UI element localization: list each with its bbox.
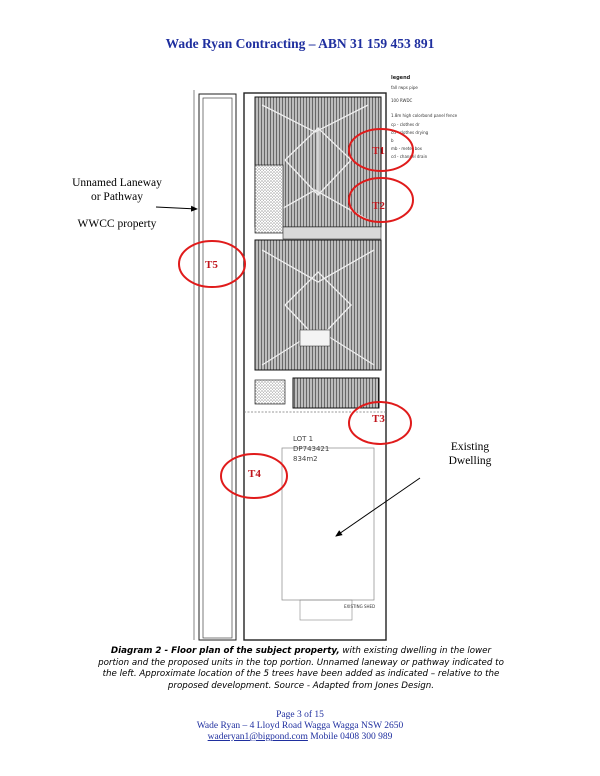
footer-email-link[interactable]: waderyan1@bigpond.com bbox=[207, 732, 308, 742]
existing-line-2: Dwelling bbox=[448, 455, 492, 467]
lower-unit-roof bbox=[255, 240, 381, 370]
dwelling-arrow bbox=[336, 478, 420, 536]
laneway-line-1: Unnamed Laneway bbox=[72, 177, 162, 189]
area-label: 834m2 bbox=[293, 455, 318, 463]
lot-label: LOT 1 bbox=[293, 435, 314, 443]
footer-address: Wade Ryan – 4 Lloyd Road Wagga Wagga NSW 2650 bbox=[196, 721, 404, 731]
legend-item: cd - clothes drying bbox=[391, 130, 429, 135]
legend-item: mb - meter box bbox=[391, 146, 422, 151]
legend-item: fall rwps pipe bbox=[391, 85, 418, 90]
laneway-strip bbox=[194, 90, 236, 640]
legend-item: cd - channel drain bbox=[391, 154, 428, 159]
dp-label: DP743421 bbox=[293, 445, 330, 453]
footer-contact bbox=[0, 732, 600, 744]
shed-label: EXISTING SHED bbox=[344, 604, 376, 609]
tree-label: T4 bbox=[248, 468, 261, 480]
tree-marker-t3 bbox=[349, 402, 411, 444]
existing-dwelling-annotation bbox=[432, 440, 508, 468]
garage-roof bbox=[255, 378, 379, 408]
figure-caption bbox=[96, 646, 506, 692]
legend-title: legend bbox=[391, 75, 411, 81]
document-header: Wade Ryan Contracting – ABN 31 159 453 891 bbox=[165, 36, 435, 51]
existing-line-1: Existing bbox=[450, 441, 490, 453]
tree-label: T5 bbox=[205, 259, 218, 271]
caption-bold: Diagram 2 - Floor plan of the subject property, bbox=[110, 646, 340, 656]
legend-item: 1.8m high colorbond panel fence bbox=[391, 113, 458, 118]
legend-item: b bbox=[391, 138, 394, 143]
legend-item: 100 RWDC bbox=[391, 98, 413, 103]
wwcc-annotation: WWCC property bbox=[77, 218, 157, 230]
laneway-arrow bbox=[156, 207, 197, 209]
driveway bbox=[283, 227, 381, 239]
laneway-annotation bbox=[48, 176, 186, 204]
legend-item: cp - clothes dr bbox=[391, 122, 420, 127]
plan-legend bbox=[391, 75, 458, 159]
garden-bed bbox=[255, 165, 283, 233]
laneway-line-2: or Pathway bbox=[90, 191, 144, 203]
tree-label: T3 bbox=[372, 413, 385, 425]
tree-label: T2 bbox=[372, 200, 385, 212]
caption-text: with existing dwelling in the lower portion and the proposed units in the top portion. Unnamed laneway or pathway indicated to the left. Approximate location of the 5 trees have been added as indicated – relative to the proposed development. Source - Adapted from Jones Design. bbox=[98, 646, 504, 691]
tree-label: T1 bbox=[372, 145, 385, 157]
footer-page: Page 3 of 15 bbox=[276, 710, 324, 720]
footer-mobile: Mobile 0408 300 989 bbox=[307, 732, 393, 742]
